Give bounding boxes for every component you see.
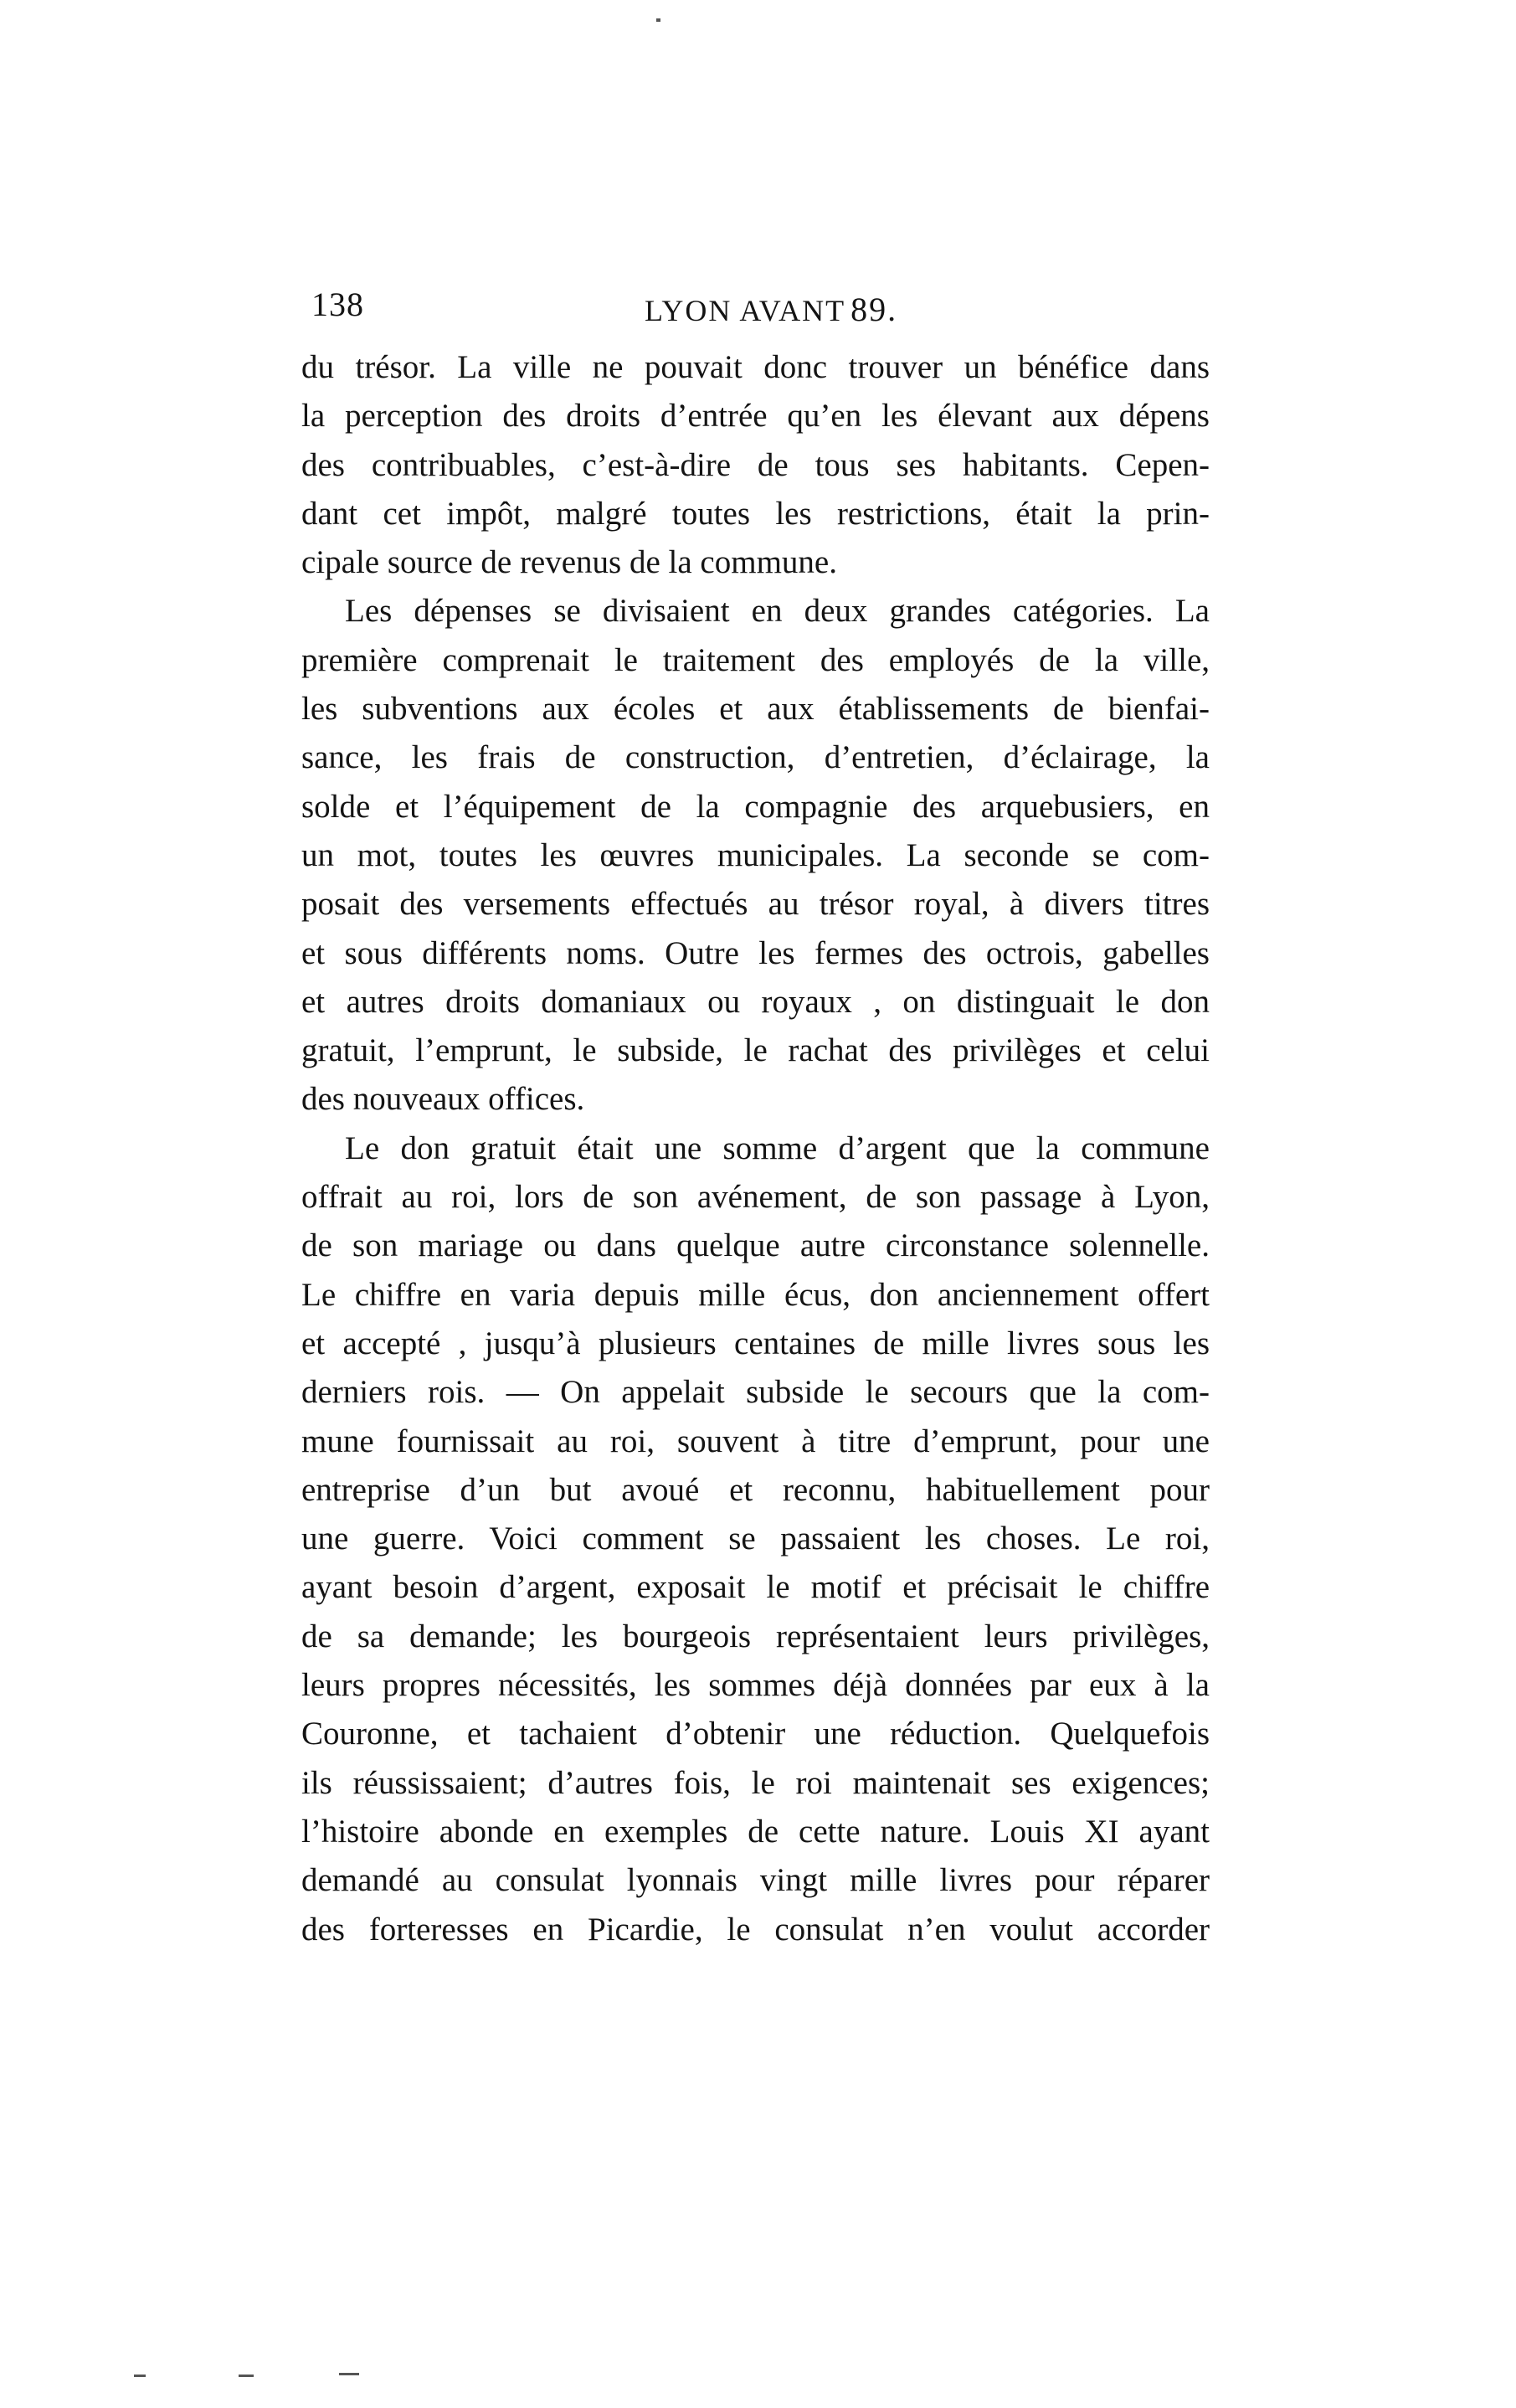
text-line: mune fournissait au roi, souvent à titre d’emprunt, pour une: [301, 1423, 1210, 1459]
text-line: posait des versements effectués au trésor royal, à divers titres: [301, 886, 1210, 923]
text-line: Les dépenses se divisaient en deux grandes catégories. La: [345, 593, 1210, 630]
page-header: [301, 285, 1205, 335]
text-line: des contribuables, c’est-à-dire de tous ses habitants. Cepen-: [301, 446, 1210, 483]
text-line: ils réussissaient; d’autres fois, le roi maintenait ses exigences;: [301, 1764, 1210, 1801]
text-line: derniers rois. — On appelait subside le secours que la com-: [301, 1374, 1210, 1411]
text-line: leurs propres nécessités, les sommes déjà données par eux à la: [301, 1667, 1210, 1704]
text-line: des nouveaux offices.: [301, 1081, 585, 1118]
paragraph-3: [301, 1124, 1210, 1954]
text-line: un mot, toutes les œuvres municipales. La seconde se com-: [301, 836, 1210, 873]
text-line: et sous différents noms. Outre les fermes des octrois, gabelles: [301, 934, 1210, 971]
running-title-text: LYON AVANT: [645, 294, 846, 327]
text-line: de son mariage ou dans quelque autre circonstance solennelle.: [301, 1227, 1210, 1264]
text-line: de sa demande; les bourgeois représentaient leurs privilèges,: [301, 1618, 1210, 1654]
text-line: une guerre. Voici comment se passaient les choses. Le roi,: [301, 1520, 1210, 1557]
text-line: la perception des droits d’entrée qu’en les élevant aux dépens: [301, 398, 1210, 435]
text-line: l’histoire abonde en exemples de cette nature. Louis XI ayant: [301, 1813, 1210, 1850]
text-line: entreprise d’un but avoué et reconnu, habituellement pour: [301, 1471, 1210, 1508]
text-line: sance, les frais de construction, d’entretien, d’éclairage, la: [301, 739, 1210, 776]
scan-speck: [656, 18, 660, 22]
text-line: et accepté , jusqu’à plusieurs centaines de mille livres sous les: [301, 1325, 1210, 1361]
text-line: Couronne, et tachaient d’obtenir une réduction. Quelquefois: [301, 1716, 1210, 1752]
paragraph-1: [301, 343, 1210, 587]
page-number: 138: [311, 286, 364, 323]
scan-speck: [239, 2375, 254, 2377]
text-line: Le don gratuit était une somme d’argent que la commune: [345, 1129, 1210, 1166]
text-line: des forteresses en Picardie, le consulat n’en voulut accorder: [301, 1911, 1210, 1947]
text-line: cipale source de revenus de la commune.: [301, 544, 837, 581]
text-line: et autres droits domaniaux ou royaux , on distinguait le don: [301, 983, 1210, 1020]
text-line: les subventions aux écoles et aux établissements de bienfai-: [301, 691, 1210, 728]
text-line: ayant besoin d’argent, exposait le motif et précisait le chiffre: [301, 1569, 1210, 1606]
scan-speck: [339, 2373, 359, 2375]
text-line: première comprenait le traitement des employés de la ville,: [301, 641, 1210, 678]
text-line: solde et l’équipement de la compagnie des arquebusiers, en: [301, 788, 1210, 825]
paragraph-2: [301, 587, 1210, 1124]
running-title-number: 89.: [851, 291, 898, 328]
text-line: du trésor. La ville ne pouvait donc trouver un bénéfice dans: [301, 349, 1210, 385]
scan-speck: [134, 2375, 146, 2377]
text-line: Le chiffre en varia depuis mille écus, don anciennement offert: [301, 1276, 1210, 1313]
running-title: [645, 290, 897, 329]
text-line: demandé au consulat lyonnais vingt mille livres pour réparer: [301, 1862, 1210, 1899]
text-line: dant cet impôt, malgré toutes les restrictions, était la prin-: [301, 495, 1210, 532]
body-text: [301, 343, 1210, 1954]
text-line: offrait au roi, lors de son avénement, de son passage à Lyon,: [301, 1179, 1210, 1216]
text-line: gratuit, l’emprunt, le subside, le rachat des privilèges et celui: [301, 1032, 1210, 1069]
